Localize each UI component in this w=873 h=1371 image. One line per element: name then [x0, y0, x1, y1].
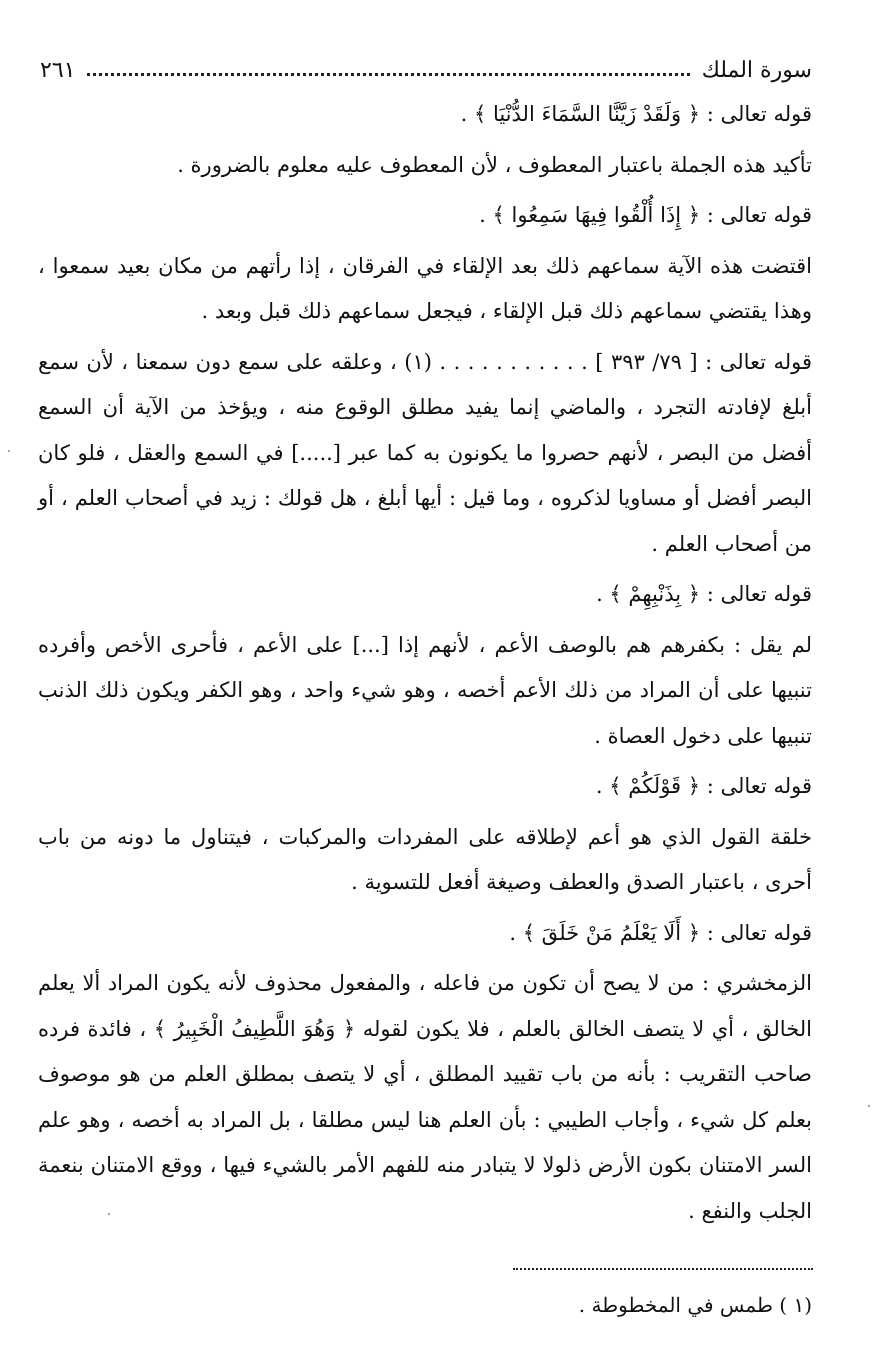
footnote-separator: [513, 1268, 813, 1270]
commentary-paragraph: الزمخشري : من لا يصح أن تكون من فاعله ، والمفعول محذوف لأنه يكون المراد ألا يعلم الخالق ، أي لا يتصف الخالق بالعلم ، فلا يكون لقوله ﴿ وَهُوَ اللَّطِيفُ الْخَبِيرُ ﴾ ، فائدة فرده صاحب التقريب : بأنه من باب تقييد المطلق ، أي لا يتصف بمطلق العلم من هو موصوف بعلم كل شيء ، وأجاب الطيبي : بأن العلم هنا ليس مطلقا ، بل المراد به أخصه ، وهو علم السر الامتنان بكون الأرض ذلولا لا يتبادر منه للفهم الأمر بالشيء فيها ، ووقع الامتنان بنعمة الجلب والنفع .: [38, 971, 812, 1223]
scan-speck: [8, 450, 10, 452]
commentary-paragraph: اقتضت هذه الآية سماعهم ذلك بعد الإلقاء في الفرقان ، إذا رأتهم من مكان بعيد سمعوا ، وهذا يقتضي سماعهم ذلك قبل الإلقاء ، فيجعل سماعهم ذلك قبل وبعد .: [38, 253, 812, 323]
verse-heading: قوله تعالى : ﴿ أَلَا يَعْلَمُ مَنْ خَلَقَ ﴾ .: [509, 920, 812, 945]
commentary-paragraph: خلقة القول الذي هو أعم لإطلاقه على المفردات والمركبات ، فيتناول ما دونه من باب أحرى ، باعتبار الصدق والعطف وصيغة أفعل للتسوية .: [38, 824, 812, 894]
surah-title: سورة الملك: [701, 57, 812, 83]
scan-speck: [108, 1213, 110, 1215]
verse-heading: قوله تعالى : ﴿ بِذَنْبِهِمْ ﴾ .: [596, 582, 812, 606]
commentary-paragraph: لم يقل : بكفرهم هم بالوصف الأعم ، لأنهم إذا [...] على الأعم ، فأحرى الأخص وأفرده تنبيها على أن المراد من ذلك الأعم أخصه ، وهو شيء واحد ، وهو الكفر ويكون ذلك الذنب تنبيها على دخول العصاة .: [38, 632, 812, 748]
page-body: [38, 92, 812, 1234]
verse-heading: قوله تعالى : ﴿ قَوْلَكُمْ ﴾ .: [595, 774, 812, 798]
verse-heading: قوله تعالى : ﴿ وَلَقَدْ زَيَّنَّا السَّمَاءَ الدُّنْيَا ﴾ .: [460, 102, 812, 126]
commentary-paragraph: قوله تعالى : [ ٧٩/ ٣٩٣ ] . . . . . . . . . . . (١) ، وعلقه على سمع دون سمعنا ، لأن سمع أبلغ لإفادته التجرد ، والماضي إنما يفيد مطلق الوقوع منه ، ويؤخذ من الآية أن السمع أفضل من البصر ، لأنهم حصروا ما يكونون به كما عبر [.....] في السمع والعقل ، فلو كان البصر أفضل أو مساويا لذكروه ، وما قيل : أيها أبلغ ، هل قولك : زيد في أصحاب العلم ، أو من أصحاب العلم .: [38, 349, 813, 556]
header-dotted-leader: [87, 73, 689, 76]
footnote: (١ ) طمس في المخطوطة .: [578, 1293, 812, 1317]
commentary-paragraph: تأكيد هذه الجملة باعتبار المعطوف ، لأن المعطوف عليه معلوم بالضرورة .: [177, 152, 812, 177]
page-header: [40, 50, 812, 90]
scan-speck: [868, 1105, 870, 1107]
page-number: ٢٦١: [40, 57, 76, 83]
verse-heading: قوله تعالى : ﴿ إِذَا أُلْقُوا فِيهَا سَمِعُوا ﴾ .: [479, 203, 812, 227]
